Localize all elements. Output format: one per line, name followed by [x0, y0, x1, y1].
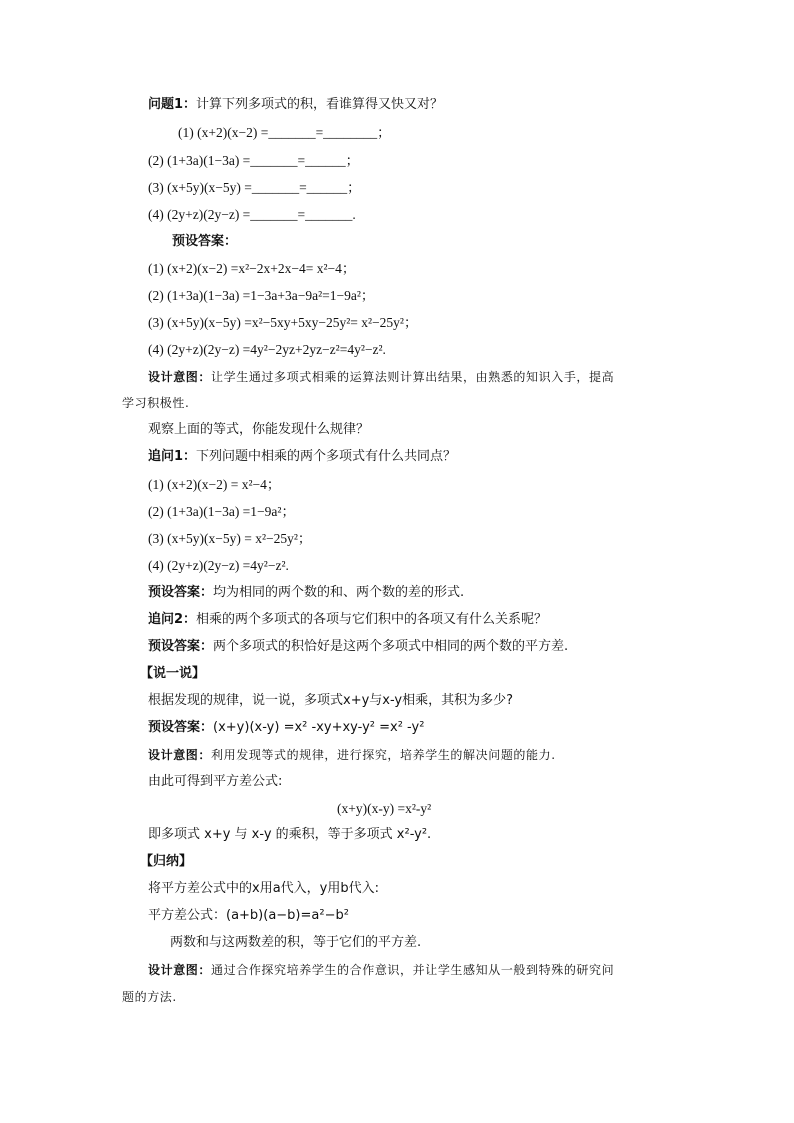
- label-text: 【说一说】: [140, 666, 206, 681]
- body-text: (3) (x+5y)(x−5y) = x²−25y²；: [148, 531, 312, 546]
- text-line-l32: [170, 934, 421, 952]
- body-text: 通过合作探究培养学生的合作意识，并让学生感知从一般到特殊的研究问: [211, 963, 615, 977]
- label-text: 设计意图：: [148, 748, 212, 762]
- text-line-l26: [148, 773, 282, 791]
- body-text: (3) (x+5y)(x−5y) =_______=______；: [148, 180, 361, 195]
- text-line-l13: [148, 421, 369, 439]
- label-text: 设计意图：: [148, 963, 212, 977]
- body-text: 两数和与这两数差的积，等于它们的平方差.: [170, 935, 422, 950]
- label-text: 追问1：: [148, 449, 197, 464]
- text-line-l07: [148, 260, 355, 278]
- text-line-l33: [148, 961, 614, 979]
- label-text: 设计意图：: [148, 370, 212, 384]
- label-text: 预设答案：: [172, 234, 238, 249]
- body-text: (x+y)(x-y) =x²-y²: [337, 801, 432, 816]
- label-text: 问题1：: [148, 97, 197, 112]
- body-text: 将平方差公式中的x用a代入，y用b代入:: [148, 881, 379, 896]
- body-text: (4) (2y+z)(2y−z) =4y²−2yz+2yz−z²=4y²−z².: [148, 342, 386, 357]
- body-text: (2) (1+3a)(1−3a) =_______=______；: [148, 153, 360, 168]
- text-line-l10: [148, 341, 386, 359]
- body-text: 计算下列多项式的积，看谁算得又快又对？: [196, 97, 444, 112]
- body-text: 平方差公式：(a+b)(a−b)=a²−b²: [148, 908, 349, 923]
- body-text: 根据发现的规律，说一说，多项式x+y与x-y相乘，其积为多少?: [148, 693, 514, 708]
- body-text: 两个多项式的积恰好是这两个多项式中相同的两个数的平方差.: [213, 639, 569, 654]
- text-line-l27: [337, 800, 431, 818]
- text-line-l20: [148, 611, 547, 629]
- text-line-l12: [122, 394, 189, 412]
- body-text: 下列问题中相乘的两个多项式有什么共同点？: [196, 449, 457, 464]
- text-line-l30: [148, 880, 379, 898]
- text-line-l09: [148, 314, 417, 332]
- body-text: 学习积极性.: [122, 396, 190, 410]
- body-text: (3) (x+5y)(x−5y) =x²−5xy+5xy−25y²= x²−25y²；: [148, 315, 418, 330]
- text-line-l22: [140, 665, 205, 683]
- text-line-l19: [148, 584, 464, 602]
- text-line-l34: [122, 988, 177, 1006]
- body-text: (4) (2y+z)(2y−z) =_______=_______.: [148, 207, 356, 222]
- text-line-l08: [148, 287, 374, 305]
- text-line-l29: [140, 853, 192, 871]
- body-text: (2) (1+3a)(1−3a) =1−9a²；: [148, 504, 295, 519]
- body-text: (2) (1+3a)(1−3a) =1−3a+3a−9a²=1−9a²；: [148, 288, 375, 303]
- body-text: 让学生通过多项式相乘的运算法则计算出结果，由熟悉的知识入手，提高: [211, 370, 615, 384]
- label-text: 预设答案：: [148, 639, 214, 654]
- body-text: (1) (x+2)(x−2) =_______=________；: [178, 125, 391, 140]
- body-text: 均为相同的两个数的和、两个数的差的形式.: [213, 585, 465, 600]
- text-line-l06: [172, 233, 237, 251]
- text-line-l02: [178, 124, 391, 142]
- text-line-l24: [148, 719, 424, 737]
- text-line-l18: [148, 557, 289, 575]
- body-text: (1) (x+2)(x−2) =x²−2x+2x−4= x²−4；: [148, 261, 356, 276]
- text-line-l15: [148, 476, 280, 494]
- label-text: 追问2：: [148, 612, 197, 627]
- text-line-l01: [148, 96, 443, 114]
- text-line-l25: [148, 746, 556, 764]
- body-text: 观察上面的等式，你能发现什么规律？: [148, 422, 370, 437]
- text-line-l17: [148, 530, 311, 548]
- body-text: (4) (2y+z)(2y−z) =4y²−z².: [148, 558, 289, 573]
- text-line-l05: [148, 206, 356, 224]
- label-text: 预设答案：: [148, 720, 214, 735]
- body-text: 题的方法.: [122, 990, 177, 1004]
- text-line-l31: [148, 907, 349, 925]
- body-text: 利用发现等式的规律，进行探究，培养学生的解决问题的能力.: [211, 748, 556, 762]
- label-text: 预设答案：: [148, 585, 214, 600]
- text-line-l16: [148, 503, 295, 521]
- text-line-l28: [148, 826, 431, 844]
- text-line-l21: [148, 638, 568, 656]
- label-text: 【归纳】: [140, 854, 193, 869]
- body-text: 相乘的两个多项式的各项与它们积中的各项又有什么关系呢？: [196, 612, 548, 627]
- text-line-l23: [148, 692, 513, 710]
- text-line-l11: [148, 368, 614, 386]
- text-line-l14: [148, 448, 456, 466]
- body-text: 由此可得到平方差公式:: [148, 774, 283, 789]
- body-text: (1) (x+2)(x−2) = x²−4；: [148, 477, 281, 492]
- body-text: (x+y)(x-y) =x² -xy+xy-y² =x² -y²: [213, 720, 425, 735]
- body-text: 即多项式 x+y 与 x-y 的乘积，等于多项式 x²-y².: [148, 827, 432, 842]
- text-line-l04: [148, 179, 361, 197]
- text-line-l03: [148, 152, 359, 170]
